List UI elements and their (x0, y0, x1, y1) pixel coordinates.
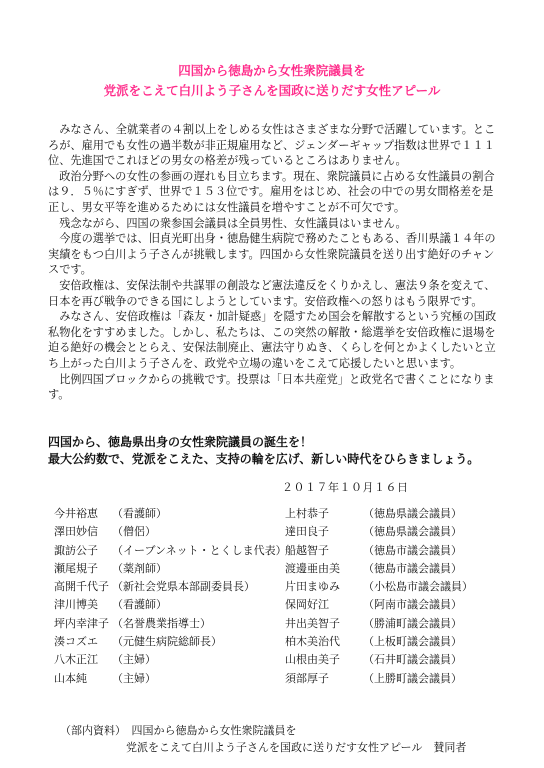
signatory-name: 片田まゆみ (285, 580, 340, 594)
signatory-name: 今井裕恵 (54, 507, 98, 520)
signatory-role: （主婦） (112, 653, 156, 667)
signatory-role: （元健生病院総師長） (112, 635, 222, 649)
signatory (54, 560, 287, 578)
signatories-right (285, 505, 473, 688)
signatory (54, 633, 287, 651)
signatory-role: （薬剤師） (112, 561, 167, 575)
signatory (285, 651, 473, 669)
slogan-line-2: 最大公約数で、党派をこえた、支持の輪を広げ、新しい時代をひらきましょう。 (48, 452, 480, 466)
slogan (48, 434, 508, 468)
paragraph: 今度の選挙では、旧貞光町出身・徳島健生病院で務めたこともある、香川県議１４年の実績をもつ白川よう子さんが挑戦します。四国から女性衆院議員を送り出す絶好のチャンスです。 (48, 232, 496, 277)
signatory (54, 523, 287, 541)
signatory-role: （徳島市議会議員） (363, 561, 462, 575)
signatory (285, 633, 473, 651)
title-line-2: 党派をこえて白川よう子さんを国政に送りだす女性アピール (103, 83, 441, 98)
title-line-1: 四国から徳島から女性衆院議員を (178, 63, 366, 78)
signatory (54, 651, 287, 669)
paragraph: みなさん、全就業者の４割以上をしめる女性はさまざまな分野で活躍しています。ところが、雇用でも女性の過半数が非正規雇用など、ジェンダーギャップ指数は世界で１１１位、先進国でこれほどの男女の格差が残っているところはありません。 (48, 123, 496, 168)
paragraph: みなさん、安倍政権は「森友・加計疑惑」を隠すため国会を解散するという究極の国政私物化をすすめました。しかし、私たちは、この突然の解散・総選挙を安倍政権に退場を迫る絶好の機会ととらえ、安保法制廃止、憲法守りぬき、くらしを何とかよくしたいと立ち上がった白川よう子さんを、政党や立場の違いをこえて応援したいと思います。 (48, 310, 497, 370)
signatory-name: 柏木美治代 (285, 635, 340, 649)
signatory-role: （看護師） (112, 507, 167, 520)
footer-line-2: 党派をこえて白川よう子さんを国政に送りだす女性アピール 賛同者 (126, 741, 467, 754)
signatory (285, 505, 473, 523)
signatory (54, 542, 287, 560)
signatory-role: （阿南市議会議員） (363, 598, 462, 612)
signatories-left (54, 505, 287, 688)
signatory (54, 615, 287, 633)
footer-label: （部内資料） (60, 724, 121, 737)
signatory-name: 澤田妙信 (54, 525, 98, 539)
signatory (285, 596, 473, 614)
signatory (285, 560, 473, 578)
signatory-role: （徳島県議会議員） (363, 507, 462, 520)
signatory-role: （名誉農業指導士） (112, 616, 211, 630)
signatory (285, 578, 473, 596)
signatory-name: 渡邊亜由美 (285, 561, 340, 575)
signatory-name: 須部厚子 (285, 671, 329, 685)
signatory (285, 615, 473, 633)
signatory-role: （看護師） (112, 598, 167, 612)
signatory (54, 596, 287, 614)
signatory-role: （石井町議会議員） (363, 653, 462, 667)
signatory-name: 高開千代子 (54, 580, 109, 594)
signatory-name: 諏訪公子 (54, 543, 98, 557)
paragraph: 安倍政権は、安保法制や共謀罪の創設など憲法違反をくりかえし、憲法９条を変えて、日本を再び戦争のできる国にしようとしています。安倍政権への怒りはもう限界です。 (48, 278, 496, 308)
signatory-name: 山本純 (54, 671, 87, 685)
signatory-role: （イーブンネット・とくしま代表） (112, 543, 287, 557)
signatory-role: （徳島県議会議員） (363, 525, 462, 539)
signatory-name: 湊コズエ (54, 635, 98, 649)
paragraph: 政治分野への女性の参画の遅れも目立ちます。現在、衆院議員に占める女性議員の割合は９．５％にすぎず、世界で１５３位です。雇用をはじめ、社会の中での男女間格差を是正し、男女平等を進めるためには女性議員を増やすことが不可欠です。 (48, 169, 495, 214)
appeal-body (48, 122, 500, 403)
signatory-name: 船越智子 (285, 543, 329, 557)
signatory-role: （上板町議会議員） (363, 635, 462, 649)
date: ２０１７年１０月１６日 (282, 481, 409, 494)
signatory-name: 達田良子 (285, 525, 329, 539)
paragraph: 残念ながら、四国の衆参国会議員は全員男性、女性議員はいません。 (59, 216, 407, 230)
signatory (285, 523, 473, 541)
signatory-name: 上村恭子 (285, 507, 329, 520)
signatory-role: （勝浦町議会議員） (363, 616, 462, 630)
signatory-role: （徳島市議会議員） (363, 543, 462, 557)
signatory-name: 山根由美子 (285, 653, 340, 667)
footer-line-1: 四国から徳島から女性衆院議員を (131, 724, 297, 737)
signatory-role: （小松島市議会議員） (363, 580, 473, 594)
footer-note (60, 722, 466, 756)
signatory (285, 542, 473, 560)
signatory-role: （僧侶） (112, 525, 156, 539)
paragraph: 比例四国ブロックからの挑戦です。投票は「日本共産党」と政党名で書くことになります。 (48, 372, 495, 402)
signatory-name: 瀬尾規子 (54, 561, 98, 575)
slogan-line-1: 四国から、徳島県出身の女性衆院議員の誕生を！ (48, 435, 313, 449)
signatory-name: 保岡好江 (285, 598, 329, 612)
signatory-name: 津川博美 (54, 598, 98, 612)
signatory (285, 670, 473, 688)
signatory-name: 八木正江 (54, 653, 98, 667)
signatory-name: 坪内幸津子 (54, 616, 109, 630)
signatory-role: （主婦） (112, 671, 156, 685)
signatory (54, 670, 287, 688)
signatory (54, 505, 287, 523)
signatory-role: （新社会党県本部副委員長） (112, 580, 255, 594)
signatory-role: （上勝町議会議員） (363, 671, 462, 685)
signatory-name: 井出美智子 (285, 616, 340, 630)
signatory (54, 578, 287, 596)
